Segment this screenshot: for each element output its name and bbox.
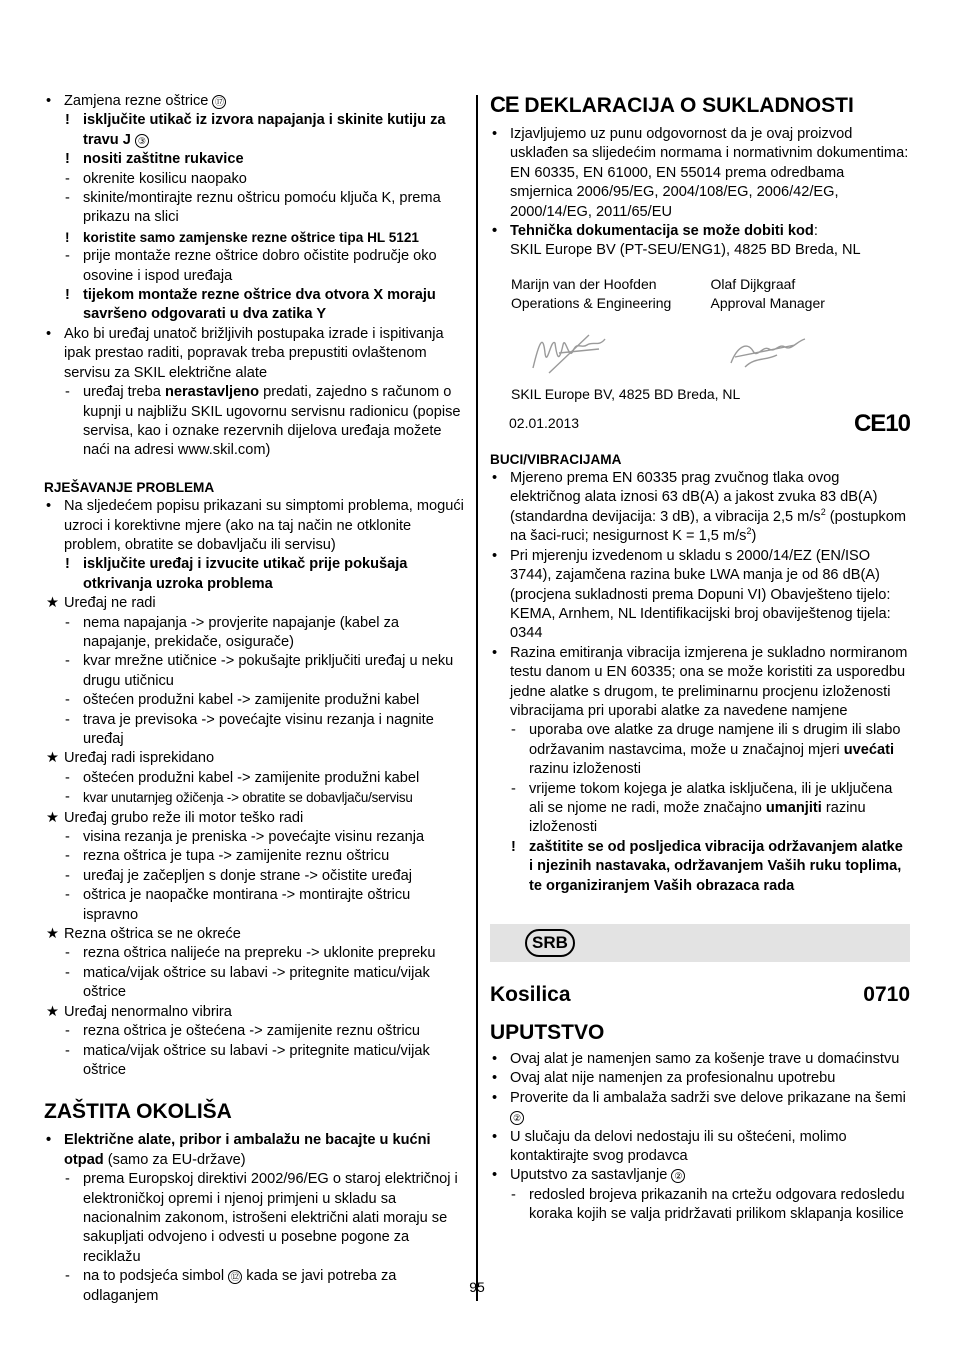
- section-heading: UPUTSTVO: [490, 1021, 605, 1044]
- signatory: Olaf Dijkgraaf Approval Manager: [711, 275, 911, 385]
- symptom-item: ★ Uređaj ne radi: [46, 595, 156, 612]
- warning-item: ! isključite uređaj i izvucite utikač prije pokušaja otkrivanja uzroka problema: [65, 556, 408, 592]
- remedy-item: - matica/vijak oštrice su labavi -> pritegnite maticu/vijak oštrice: [65, 964, 430, 1001]
- warning-item: ! nositi zaštitne rukavice: [65, 151, 244, 168]
- language-band: [490, 924, 910, 962]
- list-item: • Električne alate, pribor i ambalažu ne bacajte u kućni otpad (samo za EU-države): [46, 1132, 431, 1168]
- section-heading: BUCI/VIBRACIJAMA: [490, 451, 622, 467]
- signatories: [511, 275, 910, 385]
- list-item: • Uputstvo za sastavljanje ②: [490, 1166, 910, 1185]
- company-address: SKIL Europe BV, 4825 BD Breda, NL: [511, 385, 741, 402]
- remedy-item: - nema napajanja -> provjerite napajanje (kabel za napajanje, prekidače, osigurače): [65, 614, 399, 650]
- trouble-groups: [44, 594, 466, 1080]
- list-item: • Na sljedećem popisu prikazani su simptomi problema, mogući uzroci i korektivne mjere (ako na taj način ne otklonite problem, obratite se dobavljaču ili servisu): [46, 498, 464, 553]
- sub-item: - na to podsjeća simbol ⑫ kada se javi potreba za odlaganjem: [65, 1268, 397, 1304]
- sub-item: - uređaj treba nerastavljeno predati, zajedno s računom o kupnji u najbližu SKIL ugovornu servisnu radionicu (popise servisa, kao i oznake rezervnih dijelova uređaja možete naći na adresi www.skil.com): [65, 384, 461, 459]
- list-item: • Mjereno prema EN 60335 prag zvučnog tlaka ovog električnog alata iznosi 63 dB(A) a jakost zvuka 83 dB(A) (standardna devijacija: 3 dB), a vibracija 2,5 $m/s^2$ (postupkom na šaci-ruci; nesigurnost K = 1,5 $m/s^2$): [492, 470, 907, 545]
- sub-item: - prije montaže rezne oštrice dobro očistite područje oko osovine i ispod uređaja: [65, 248, 437, 284]
- product-title: Kosilica: [490, 983, 571, 1006]
- list-item: • Izjavljujemo uz punu odgovornost da je ovaj proizvod usklađen sa slijedećim normama i normativnim dokumentima: EN 60335, EN 61000, EN 55014 prema odredbama smjernica 2006/95/EG, 2004/108/EG, 2006/42/EG, 2000/14/EG, 2011/65/EU: [492, 126, 909, 220]
- remedy-item: - kvar unutarnjeg ožičenja -> obratite se dobavljaču/servisu: [65, 789, 413, 806]
- remedy-item: - oštećen produžni kabel -> zamijenite produžni kabel: [65, 692, 420, 709]
- declaration-heading: CE DEKLARACIJA O SUKLADNOSTI: [490, 92, 854, 117]
- date-row: [509, 410, 910, 438]
- remedy-item: - rezna oštrica nalijeće na prepreku -> uklonite prepreku: [65, 945, 436, 962]
- column-divider: [476, 95, 478, 1301]
- remedy-item: - kvar mrežne utičnice -> pokušajte priključiti uređaj u neku drugu utičnicu: [65, 653, 454, 689]
- symptom-item: ★ Rezna oštrica se ne okreće: [46, 926, 241, 943]
- symptom-item: ★ Uređaj radi isprekidano: [46, 750, 215, 767]
- model-number: 0710: [863, 983, 910, 1006]
- list-item: • Razina emitiranja vibracija izmjerena je sukladno normiranom testu danom u EN 60335; ona se može koristiti za usporedbu jedne alatke s drugom, te preliminarnu procjenu izloženosti vibracijama pri uporabi alatke za navedene namjene: [492, 644, 908, 719]
- signature-image: [511, 313, 711, 385]
- remedy-item: - oštrica je naopačke montirana -> montirajte oštricu ispravno: [65, 887, 411, 923]
- list-item: • U slučaju da delovi nedostaju ili su oštećeni, molimo kontaktirajte svog prodavca: [492, 1128, 847, 1165]
- signature-image: [711, 313, 911, 385]
- left-column: [44, 92, 466, 1306]
- sub-item: - redosled brojeva prikazanih na crtežu odgovara redosledu koraka kojih se valja pridržavati prilikom sklapanja kosilice: [511, 1186, 905, 1223]
- declaration-date: 02.01.2013: [509, 415, 580, 432]
- remedy-item: - matica/vijak oštrice su labavi -> pritegnite maticu/vijak oštrice: [65, 1042, 430, 1078]
- remedy-item: - visina rezanja je preniska -> povećajte visinu rezanja: [65, 829, 425, 846]
- list-item: • Ako bi uređaj unatoč brižljivih postupaka izrade i ispitivanja ipak prestao raditi, popravak treba prepustiti ovlaštenom servisu za SKIL električne alate: [46, 325, 444, 381]
- remedy-item: - trava je previsoka -> povećajte visinu rezanja i nagnite uređaj: [65, 711, 434, 747]
- page-number: 95: [469, 1279, 485, 1295]
- section-heading: ZAŠTITA OKOLIŠA: [44, 1100, 232, 1124]
- warning-item: ! isključite utikač iz izvora napajanja i skinite kutiju za travu J ③: [65, 112, 446, 148]
- remedy-item: - rezna oštrica je tupa -> zamijenite reznu oštricu: [65, 848, 390, 865]
- warning-item: ! koristite samo zamjenske rezne oštrice tipa HL 5121: [65, 229, 419, 245]
- ce-mark-icon: CE: [490, 92, 519, 117]
- remedy-item: - oštećen produžni kabel -> zamijenite produžni kabel: [65, 769, 420, 786]
- warning-item: ! tijekom montaže rezne oštrice dva otvora X moraju savršeno odgovarati u dva zatika Y: [65, 287, 436, 323]
- list-item: • Pri mjerenju izvedenom u skladu s 2000/14/EZ (EN/ISO 3744), zajamčena razina buke LWA manja je od 86 dB(A) (procjena sukladnosti prema Dopuni VI) Obavješteno tijelo: KEMA, Arnhem, NL Identifikacijski broj obaviještenog tijela: 0344: [492, 547, 891, 642]
- remedy-item: - uređaj je začepljen s donje strane -> očistite uređaj: [65, 867, 412, 884]
- sub-item: - skinite/montirajte reznu oštricu pomoću ključa K, prema prikazu na slici: [65, 190, 441, 226]
- sub-item: - okrenite kosilicu naopako: [65, 170, 247, 187]
- sub-item: - prema Europskoj direktivi 2002/96/EG o staroj električnoj i elektroničkoj opremi i njenoj primjeni u skladu sa nacionalnim zakonom, istrošeni električni alati moraju se sakupljati odvojeno i odvesti u posebne pogone za reciklažu: [65, 1171, 458, 1265]
- section-heading: RJEŠAVANJE PROBLEMA: [44, 479, 215, 495]
- symptom-item: ★ Uređaj grubo reže ili motor teško radi: [46, 809, 304, 826]
- ce10-mark-icon: CE10: [853, 410, 910, 438]
- warning-item: ! zaštitite se od posljedica vibracija održavanjem alatke i njezinih nastavaka, održavanjem Vaših ruku toplima, te organiziranjem Vaših obrazaca rada: [511, 838, 903, 894]
- signatory: Marijn van der Hoofden Operations & Engineering: [511, 275, 711, 385]
- product-title-row: [490, 982, 910, 1008]
- list-item: • Tehnička dokumentacija se može dobiti kod: SKIL Europe BV (PT-SEU/ENG1), 4825 BD Breda, NL: [492, 223, 861, 259]
- list-item: • Proverite da li ambalaža sadrži sve delove prikazane na šemi ②: [492, 1089, 906, 1124]
- sub-item: - vrijeme tokom kojega je alatka isključena, ili je uključena ali se njome ne radi, može značajno umanjiti razinu izloženosti: [511, 780, 893, 836]
- remedy-item: - rezna oštrica je oštećena -> zamijenite reznu oštricu: [65, 1023, 421, 1040]
- list-item: • Zamjena rezne oštrice ⑰: [44, 92, 466, 111]
- right-column: [490, 92, 910, 1225]
- symptom-item: ★ Uređaj nenormalno vibrira: [46, 1003, 232, 1020]
- list-item: • Ovaj alat je namenjen samo za košenje trave u domaćinstvu: [492, 1051, 900, 1067]
- sub-item: - uporaba ove alatke za druge namjene ili s drugim ili slabo održavanim nastavcima, može u značajnoj mjeri uvećati razinu izloženosti: [511, 722, 901, 778]
- language-badge: SRB: [525, 929, 575, 957]
- list-item: • Ovaj alat nije namenjen za profesionalnu upotrebu: [492, 1070, 836, 1087]
